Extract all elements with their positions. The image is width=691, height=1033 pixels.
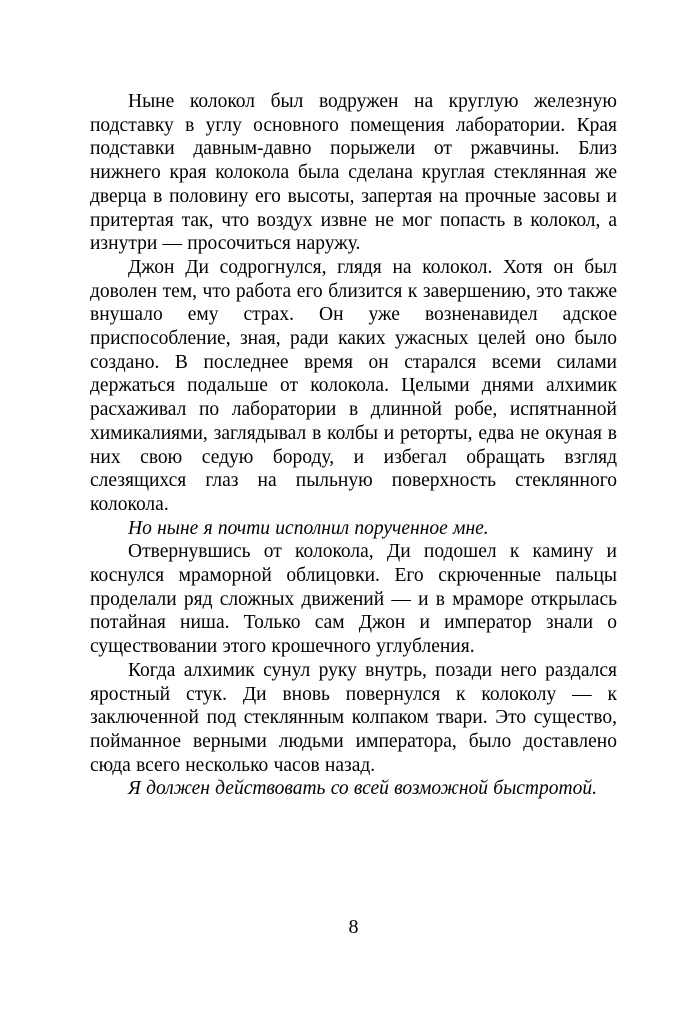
paragraph: Отвернувшись от колокола, Ди подошел к камину и коснулся мраморной облицовки. Его скрюченные пальцы проделали ряд сложных движений — и в мраморе открылась потайная ниша. Только сам Джон и император знали о существовании этого крошечного углубления. [90,541,617,658]
paragraph-italic: Я должен действовать со всей возможной быстротой. [128,778,597,800]
paragraph-italic: Но ныне я почти исполнил порученное мне. [128,517,489,539]
paragraph: Джон Ди содрогнулся, глядя на колокол. Хотя он был доволен тем, что работа его близится к завершению, это также внушало ему страх. Он уже возненавидел адское приспособление, зная, ради каких ужасных целей оно было создано. В последнее время он старался всеми силами держаться подальше от колокола. Целыми днями алхимик расхаживал по лаборатории в длинной робе, испятнанной химикалиями, заглядывал в колбы и реторты, едва не окуная в них свою седую бороду, и избегал обращать взгляд слезящихся глаз на пыльную поверхность стеклянного колокола. [90,256,617,515]
paragraph: Когда алхимик сунул руку внутрь, позади него раздался яростный стук. Ди вновь повернулся к колоколу — к заключенной под стеклянным колпаком твари. Это существо, пойманное верными людьми императора, было доставлено сюда всего несколько часов назад. [90,659,617,776]
page-text [90,90,617,801]
page-number: 8 [348,916,359,938]
paragraph: Ныне колокол был водружен на круглую железную подставку в углу основного помещения лаборатории. Края подставки давным-давно порыжели от ржавчины. Близ нижнего края колокола была сделана круглая стеклянная же дверца в половину его высоты, запертая на прочные засовы и притертая так, что воздух извне не мог попасть в колокол, а изнутри — просочиться наружу. [90,91,617,255]
